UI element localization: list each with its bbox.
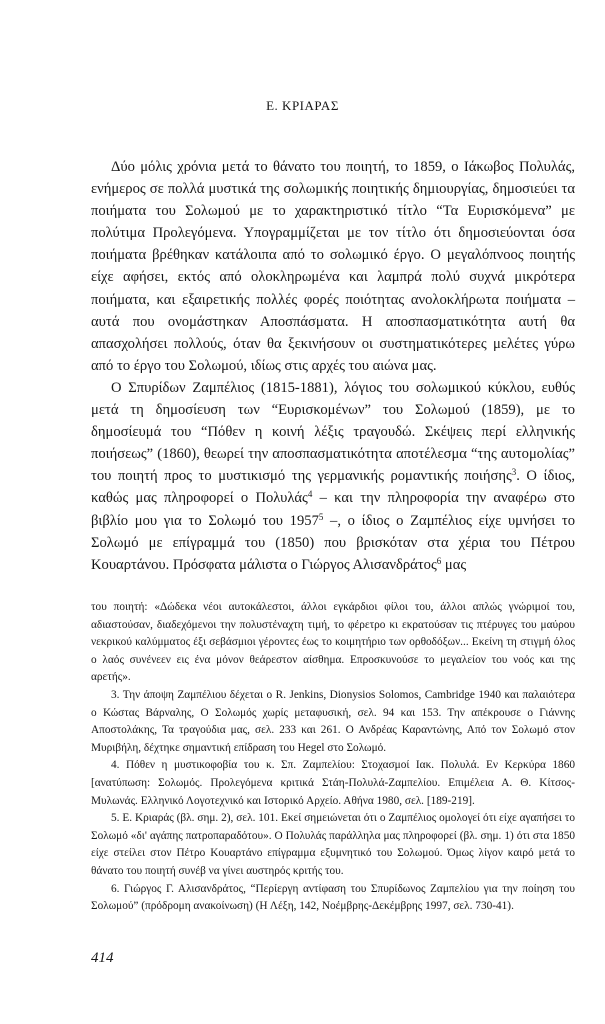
footnote-ref-4: 4	[307, 489, 313, 500]
page-number: 414	[91, 950, 114, 966]
footnote-ref-5: 5	[318, 511, 324, 522]
paragraph-2-part-c: – και την πληροφορία την αναφέρω στο βιβλίο μου για το Σολωμό του 1957	[91, 490, 575, 529]
footnote-5: 5. Ε. Κριαράς (βλ. σημ. 2), σελ. 101. Εκεί σημειώνεται ότι ο Ζαμπέλιος ομολογεί ότι είχε αγαπήσει το Σολωμό «δι' αγάπης πατροπαραδότου». Ο Πολυλάς παράλληλα μας πληροφορεί (βλ. σημ. 1) ότι στα 1850 είχε στείλει στον Πέτρο Κουαρτάνο επίγραμμα εξυμνητικό του Σολωμού. Όμως λίγον καιρό μετά το θάνατο του ποιητή συνέβ να γίνει αυστηρός κριτής του.	[91, 812, 575, 877]
footnote-ref-3: 3	[511, 467, 517, 478]
paragraph-2-part-a: Ο Σπυρίδων Ζαμπέλιος (1815-1881), λόγιος του σολωμικού κύκλου, ευθύς μετά τη δημοσίευση των “Ευρισκομένων” του Σολωμού (1859), με το δημοσίευμά του “Πόθεν η κοινή λέξις τραγουδώ. Σκέψεις περί ελληνικής ποιήσεως” (1860), θεωρεί την αποσπασματικότητα αποτέλεσμα “της αυτομολίας” του ποιητή προς το μυστικισμό της γερμανικής ρομαντικής ποιήσης	[91, 379, 575, 485]
footnote-6: 6. Γιώργος Γ. Αλισανδράτος, “Περίεργη αντίφαση του Σπυρίδωνος Ζαμπελίου για την ποίηση του Σολωμού” (πρόδρομη ανακοίνωση) (Η Λέξη, 142, Νοέμβρης-Δεκέμβρης 1997, σελ. 730-41).	[91, 882, 575, 913]
paragraph-2	[91, 377, 575, 576]
paragraph-2-part-e: μας	[441, 556, 467, 573]
footnote-ref-6: 6	[436, 555, 442, 566]
footnote-3: 3. Την άποψη Ζαμπέλιου δέχεται ο R. Jenkins, Dionysios Solomos, Cambridge 1940 και παλαιότερα ο Κώστας Βάρναλης, Ο Σολωμός χωρίς μεταφυσική, σελ. 94 και 153. Την απέκρουσε ο Γιάννης Αποστολάκης, Τα τραγούδια μας, σελ. 233 και 261. Ο Ανδρέας Καραντώνης, Από τον Σολωμό στον Μυριβήλη, δέχτηκε σημαντική επίδραση του Hegel στο Σολωμό.	[91, 688, 575, 754]
paragraph-2-part-b: . Ο ίδιος, καθώς μας πληροφορεί ο Πολυλάς	[91, 468, 575, 507]
footnotes	[91, 599, 575, 916]
paragraph-1: Δύο μόλις χρόνια μετά το θάνατο του ποιητή, το 1859, ο Ιάκωβος Πολυλάς, ενήμερος σε πολλά μυστικά της σολωμικής ποιητικής δημιουργίας, δημοσιεύει τα ποιήματα του Σολωμού με το χαρακτηριστικό τίτλο “Τα Ευρισκόμενα” με πολύτιμα Προλεγόμενα. Υπογραμμίζεται με τον τίτλο ότι δημοσιεύονται όσα ποιήματα βρέθηκαν κατάλοιπα από το σολωμικό έργο. Ο μεγαλόπνοος ποιητής είχε αφήσει, εκτός από ολοκληρωμένα και λαμπρά πολύ συχνά μικρότερα ποιήματα, και εξαιρετικής πολλές φορές ποιότητας ανολοκλήρωτα ποιήματα – αυτά που ονομάστηκαν Αποσπάσματα. Η αποσπασματικότητα αυτή θα απασχολήσει πολλούς, όταν θα ξεκινήσουν οι συστηματικότερες μελέτες γύρω από το έργο του Σολωμού, ιδίως στις αρχές του αιώνα μας.	[91, 159, 575, 374]
main-text	[91, 156, 575, 576]
paragraph-2-part-d: –, ο ίδιος ο Ζαμπέλιος είχε υμνήσει το Σολωμό με επίγραμμά του (1850) που βρισκόταν στα χέρια του Πέτρου Κουαρτάνου. Πρόσφατα μάλιστα ο Γιώργος Αλισανδράτος	[91, 512, 575, 573]
footnote-continued: του ποιητή: «Δώδεκα νέοι αυτοκάλεστοι, άλλοι εγκάρδιοι φίλοι του, άλλοι απλώς γνώριμοί του, αδιαστούσαν, διαδεχόμενοι την πολυστέναχτη τιμή, το φέρετρο κι εκρατούσαν τις πτέρυγες του μαύρου νεκρικού καλύμματος έξι σεβάσμιοι γέροντες έως το κοιμητήριο των ορθοδόξων... Εκείνη τη στιγμή όλος ο λαός συνένεεν εις ένα μόνον θεάρεστον αίσθημα. Επροσκυνούσε το μεγαλείον του νοός και της αρετής».	[91, 601, 575, 684]
footnote-4: 4. Πόθεν η μυστικοφοβία του κ. Σπ. Ζαμπελίου: Στοχασμοί Ιακ. Πολυλά. Εν Κερκύρα 1860 [ανατύπωση: Σολωμός. Προλεγόμενα κριτικά Στάη-Πολυλά-Ζαμπελίου. Επιμέλεια Α. Θ. Κίτσος-Μυλωνάς. Ελληνικό Λογοτεχνικό και Ιστορικό Αρχείο. Αθήνα 1980, σελ. [189-219].	[91, 759, 575, 807]
running-head: Ε. ΚΡΙΑΡΑΣ	[266, 98, 339, 113]
